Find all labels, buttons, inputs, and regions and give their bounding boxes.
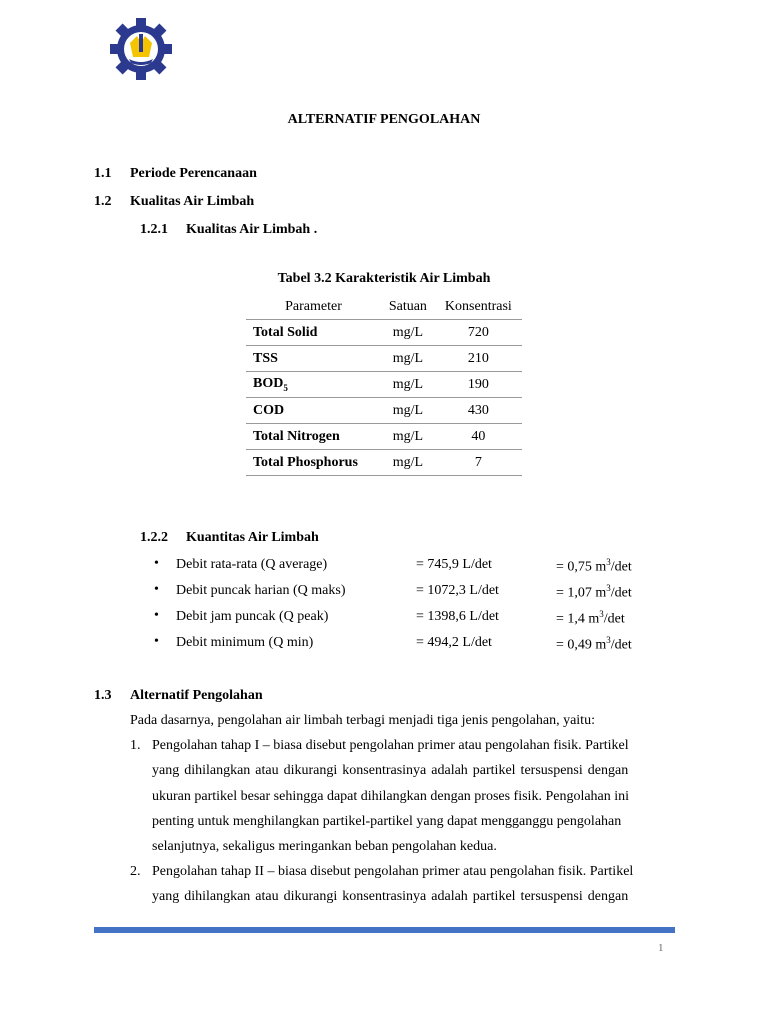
bullet-icon: • — [154, 634, 159, 649]
paragraph-line: ukuran partikel besar sehingga dapat dihilangkan dengan proses fisik. Pengolahan ini — [152, 789, 630, 804]
list-number: 2. — [130, 864, 141, 879]
section-label: Kualitas Air Limbah . — [186, 222, 318, 237]
parameter-cell — [246, 398, 381, 424]
flow-value-m3: = 1,4 $m^3/\det$ — [556, 609, 625, 627]
section-label: Periode Perencanaan — [130, 166, 257, 181]
document-title: ALTERNATIF PENGOLAHAN — [287, 112, 481, 127]
section-number: 1.2.1 — [140, 222, 168, 237]
parameter-name: TSS — [253, 350, 278, 366]
flow-value-ls: = 1072,3 L/det — [416, 583, 499, 598]
footer-rule — [94, 927, 675, 933]
flow-value-m3: = 0,49 $m^3/\det$ — [556, 635, 632, 653]
paragraph-line: yang dihilangkan atau dikurangi konsentrasinya adalah partikel tersuspensi dengan — [152, 763, 629, 778]
section-heading-1-2 — [94, 194, 255, 210]
list-number: 1. — [130, 738, 141, 753]
unit-cell: mg/L — [381, 320, 435, 346]
paragraph-line: Pengolahan tahap I – biasa disebut pengolahan primer atau pengolahan fisik. Partikel — [152, 738, 629, 753]
institution-logo-icon — [110, 18, 172, 80]
concentration-cell: 430 — [435, 398, 522, 424]
unit-cell: mg/L — [381, 398, 435, 424]
parameter-name: Total Phosphorus — [253, 454, 358, 470]
column-header: Konsentrasi — [435, 295, 522, 320]
flow-label: Debit rata-rata (Q average) — [176, 557, 328, 572]
flow-label: Debit minimum (Q min) — [176, 635, 314, 650]
unit-cell: mg/L — [381, 372, 435, 398]
section-label: Kualitas Air Limbah — [130, 194, 255, 209]
flow-value-ls: = 494,2 L/det — [416, 635, 492, 650]
flow-value-ls: = 745,9 L/det — [416, 557, 492, 572]
bullet-icon: • — [154, 556, 159, 571]
parameter-cell — [246, 424, 381, 450]
section-number: 1.1 — [94, 166, 112, 181]
parameter-subscript: 5 — [283, 382, 288, 393]
concentration-cell: 720 — [435, 320, 522, 346]
section-heading-1-2-2 — [140, 530, 319, 546]
page-number: 1 — [658, 942, 664, 954]
concentration-cell: 40 — [435, 424, 522, 450]
bullet-icon: • — [154, 608, 159, 623]
unit-cell: mg/L — [381, 424, 435, 450]
flow-value-ls: = 1398,6 L/det — [416, 609, 499, 624]
column-header: Parameter — [246, 295, 381, 320]
paragraph-line: selanjutnya, sekaligus meringankan beban pengolahan kedua. — [152, 839, 497, 854]
paragraph-line: Pengolahan tahap II – biasa disebut pengolahan primer atau pengolahan fisik. Partikel — [152, 864, 634, 879]
paragraph-line: yang dihilangkan atau dikurangi konsentrasinya adalah partikel tersuspensi dengan — [152, 889, 629, 904]
flow-label: Debit puncak harian (Q maks) — [176, 583, 346, 598]
table-row — [246, 320, 522, 346]
table-caption: Tabel 3.2 Karakteristik Air Limbah — [277, 271, 491, 286]
section-heading-1-3 — [94, 688, 263, 704]
section-heading-1-2-1 — [140, 222, 318, 238]
concentration-cell: 190 — [435, 372, 522, 398]
table-header-row — [246, 295, 522, 320]
parameter-name: Total Nitrogen — [253, 428, 340, 444]
parameter-cell — [246, 372, 381, 398]
bullet-icon: • — [154, 582, 159, 597]
flow-value-m3: = 1,07 $m^3/\det$ — [556, 583, 632, 601]
parameter-cell — [246, 450, 381, 476]
table-row — [246, 372, 522, 398]
flow-label: Debit jam puncak (Q peak) — [176, 609, 329, 624]
parameter-name: Total Solid — [253, 324, 318, 340]
parameter-name: COD — [253, 402, 285, 418]
flow-value-m3: = 0,75 $m^3/\det$ — [556, 557, 632, 575]
table-row — [246, 424, 522, 450]
parameter-cell — [246, 346, 381, 372]
column-header: Satuan — [381, 295, 435, 320]
section-number: 1.2 — [94, 194, 112, 209]
section-number: 1.3 — [94, 688, 112, 703]
concentration-cell: 210 — [435, 346, 522, 372]
section-number: 1.2.2 — [140, 530, 168, 545]
intro-paragraph: Pada dasarnya, pengolahan air limbah terbagi menjadi tiga jenis pengolahan, yaitu: — [130, 713, 595, 728]
characteristics-table — [246, 295, 522, 476]
parameter-cell — [246, 320, 381, 346]
paragraph-line: penting untuk menghilangkan partikel-partikel yang dapat mengganggu pengolahan — [152, 814, 622, 829]
concentration-cell: 7 — [435, 450, 522, 476]
table-row — [246, 398, 522, 424]
section-label: Alternatif Pengolahan — [130, 688, 263, 703]
table-row — [246, 450, 522, 476]
section-label: Kuantitas Air Limbah — [186, 530, 319, 545]
section-heading-1-1 — [94, 166, 257, 182]
unit-cell: mg/L — [381, 450, 435, 476]
table-row — [246, 346, 522, 372]
parameter-name: BOD — [253, 376, 284, 392]
unit-cell: mg/L — [381, 346, 435, 372]
